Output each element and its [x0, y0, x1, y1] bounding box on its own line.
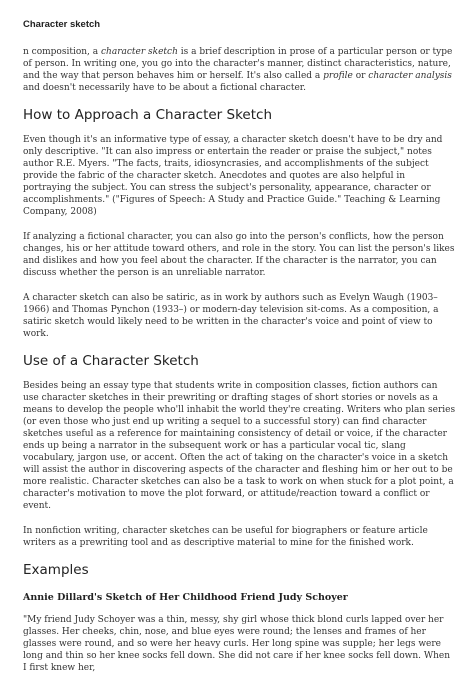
example-subheading: Annie Dillard's Sketch of Her Childhood Friend Judy Schoyer — [23, 592, 348, 603]
intro-text-3: or — [352, 71, 369, 81]
section-heading-use: Use of a Character Sketch — [23, 353, 199, 369]
intro-text-1: n composition, a — [23, 47, 101, 57]
document-label: Character sketch — [23, 19, 101, 30]
intro-paragraph — [23, 46, 456, 94]
intro-term-character-analysis: character analysis — [368, 71, 452, 81]
approach-paragraph-1: Even though it's an informative type of essay, a character sketch doesn't have to be dry and only descriptive. "It can also impress or entertain the reader or praise the subject," notes author R.E. Myers. "The facts, traits, idiosyncrasies, and accomplishments of the subject provide the fabric of the character sketch. Anecdotes and quotes are also helpful in portraying the subject. You can stress the subject's personality, appearance, character or accomplishments." ("Figures of Speech: A Study and Practice Guide." Teaching & Learning Company, 2008) — [23, 135, 443, 217]
intro-text-4: and doesn't necessarily have to be about a fictional character. — [23, 83, 306, 93]
intro-term-character-sketch: character sketch — [101, 47, 178, 57]
intro-text-2: is a brief description in prose of a particular person or type of person. In writing one, you go into the character's manner, distinct characteristics, nature, and the way that person behaves him or herself. It's also called a — [23, 47, 453, 81]
section-heading-examples: Examples — [23, 562, 89, 578]
example-paragraph-1: "My friend Judy Schoyer was a thin, messy, shy girl whose thick blond curls lapped over her glasses. Her cheeks, chin, nose, and blue eyes were round; the lenses and frames of her glasses were round, and so were her heavy curls. Her long spine was supple; her legs were long and thin so her knee socks fell down. She did not care if her knee socks fell down. When I first knew her, — [23, 615, 451, 673]
approach-paragraph-3: A character sketch can also be satiric, as in work by authors such as Evelyn Waugh (1903–1966) and Thomas Pynchon (1933–) or modern-day television sit-coms. As a composition, a satiric sketch would likely need to be written in the character's voice and point of view to work. — [23, 293, 439, 339]
intro-term-profile: profile — [323, 71, 353, 81]
use-paragraph-1: Besides being an essay type that students write in composition classes, fiction authors can use character sketches in their prewriting or drafting stages of short stories or novels as a means to develop the people who'll inhabit the world they're creating. Writers who plan series (or even those who just end up writing a sequel to a successful story) can find character sketches useful as a reference for maintaining consistency of detail or voice, if the character ends up being a narrator in the subsequent work or has a particular vocal tic, slang vocabulary, jargon use, or accent. Often the act of taking on the character's voice in a sketch will assist the author in discovering aspects of the character and fleshing him or her out to be more realistic. Character sketches can also be a task to work on when stuck for a plot point, a character's motivation to move the plot forward, or attitude/reaction toward a conflict or event. — [23, 381, 456, 511]
approach-paragraph-2: If analyzing a fictional character, you can also go into the person's conflicts, how the person changes, his or her attitude toward others, and role in the story. You can list the person's likes and dislikes and how you feel about the character. If the character is the narrator, you can discuss whether the person is an unreliable narrator. — [23, 232, 455, 278]
section-heading-approach: How to Approach a Character Sketch — [23, 107, 273, 123]
use-paragraph-2: In nonfiction writing, character sketches can be useful for biographers or feature article writers as a prewriting tool and as descriptive material to mine for the finished work. — [23, 526, 428, 548]
